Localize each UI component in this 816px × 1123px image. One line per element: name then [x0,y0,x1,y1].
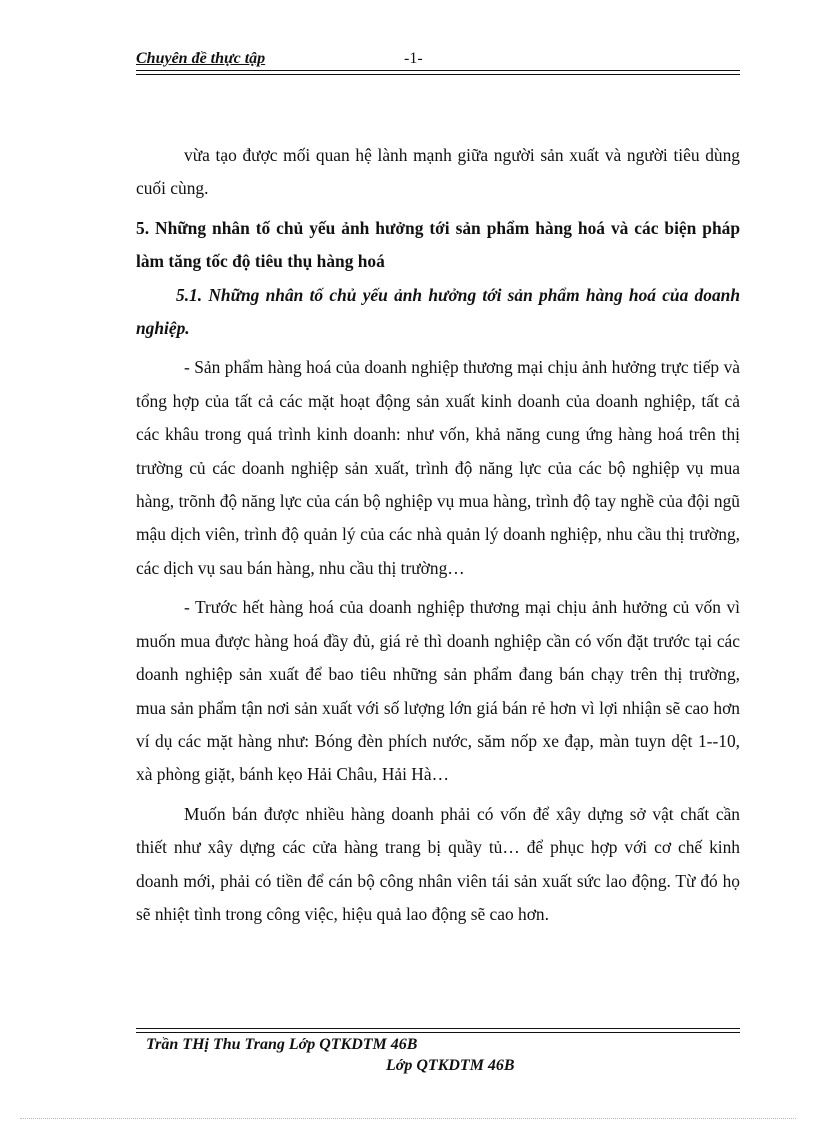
paragraph-sales: Muốn bán được nhiều hàng doanh phải có vốn để xây dựng sở vật chất cần thiết như xây dựng các cửa hàng trang bị quầy tủ… để phục hợp với cơ chế kinh doanh mới, phải có tiền để cán bộ công nhân viên tái sản xuất sức lao động. Từ đó họ sẽ nhiệt tình trong công việc, hiệu quả lao động sẽ cao hơn. [136,803,740,924]
section-heading-5: 5. Những nhân tố chủ yếu ảnh hưởng tới sản phẩm hàng hoá và các biện pháp làm tăng tốc độ tiêu thụ hàng hoá [136,217,740,272]
footer-author: Trần THị Thu Trang Lớp QTKDTM 46B [146,1036,418,1053]
page-footer [136,1024,740,1084]
page-number: -1- [404,50,423,67]
header-divider [136,70,740,75]
section-heading-5-1: 5.1. Những nhân tố chủ yếu ảnh hưởng tới sản phẩm hàng hoá của doanh nghiệp. [136,284,740,339]
paragraph-intro: vừa tạo được mối quan hệ lành mạnh giữa người sản xuất và người tiêu dùng cuối cùng. [136,145,740,199]
footer-class: Lớp QTKDTM 46B [386,1057,515,1074]
paragraph-product-factors: - Sản phẩm hàng hoá của doanh nghiệp thương mại chịu ảnh hưởng trực tiếp và tổng hợp của tất cả các mặt hoạt động sản xuất kinh doanh của doanh nghiệp, tất cả các khâu trong quá trình kinh doanh: như vốn, khả năng cung ứng hàng hoá trên thị trường củ các doanh nghiệp sản xuất, trình độ năng lực của các bộ nghiệp vụ mua hàng, trõnh độ năng lực của cán bộ nghiệp vụ mua hàng, trình độ tay nghề của đội ngũ mậu dịch viên, trình độ quản lý của các nhà quản lý doanh nghiệp, nhu cầu thị trường, các dịch vụ sau bán hàng, nhu cầu thị trường… [136,357,740,578]
page-header [136,48,740,74]
paragraph-capital: - Trước hết hàng hoá của doanh nghiệp thương mại chịu ảnh hưởng củ vốn vì muốn mua được hàng hoá đầy đủ, giá rẻ thì doanh nghiệp cần có vốn đặt trước tại các doanh nghiệp sản xuất để bao tiêu những sản phẩm đang bán chạy trên thị trường, mua sản phẩm tận nơi sản xuất với số lượng lớn giá bán rẻ hơn vì lợi nhiận sẽ cao hơn ví dụ các mặt hàng như: Bóng đèn phích nước, săm nốp xe đạp, màn tuyn dệt 1--10, xà phòng giặt, bánh kẹo Hải Châu, Hải Hà… [136,597,740,785]
document-title: Chuyên đề thực tập [136,50,266,67]
footer-divider [136,1028,740,1033]
document-body [136,139,740,931]
page-bottom-edge [20,1118,796,1119]
